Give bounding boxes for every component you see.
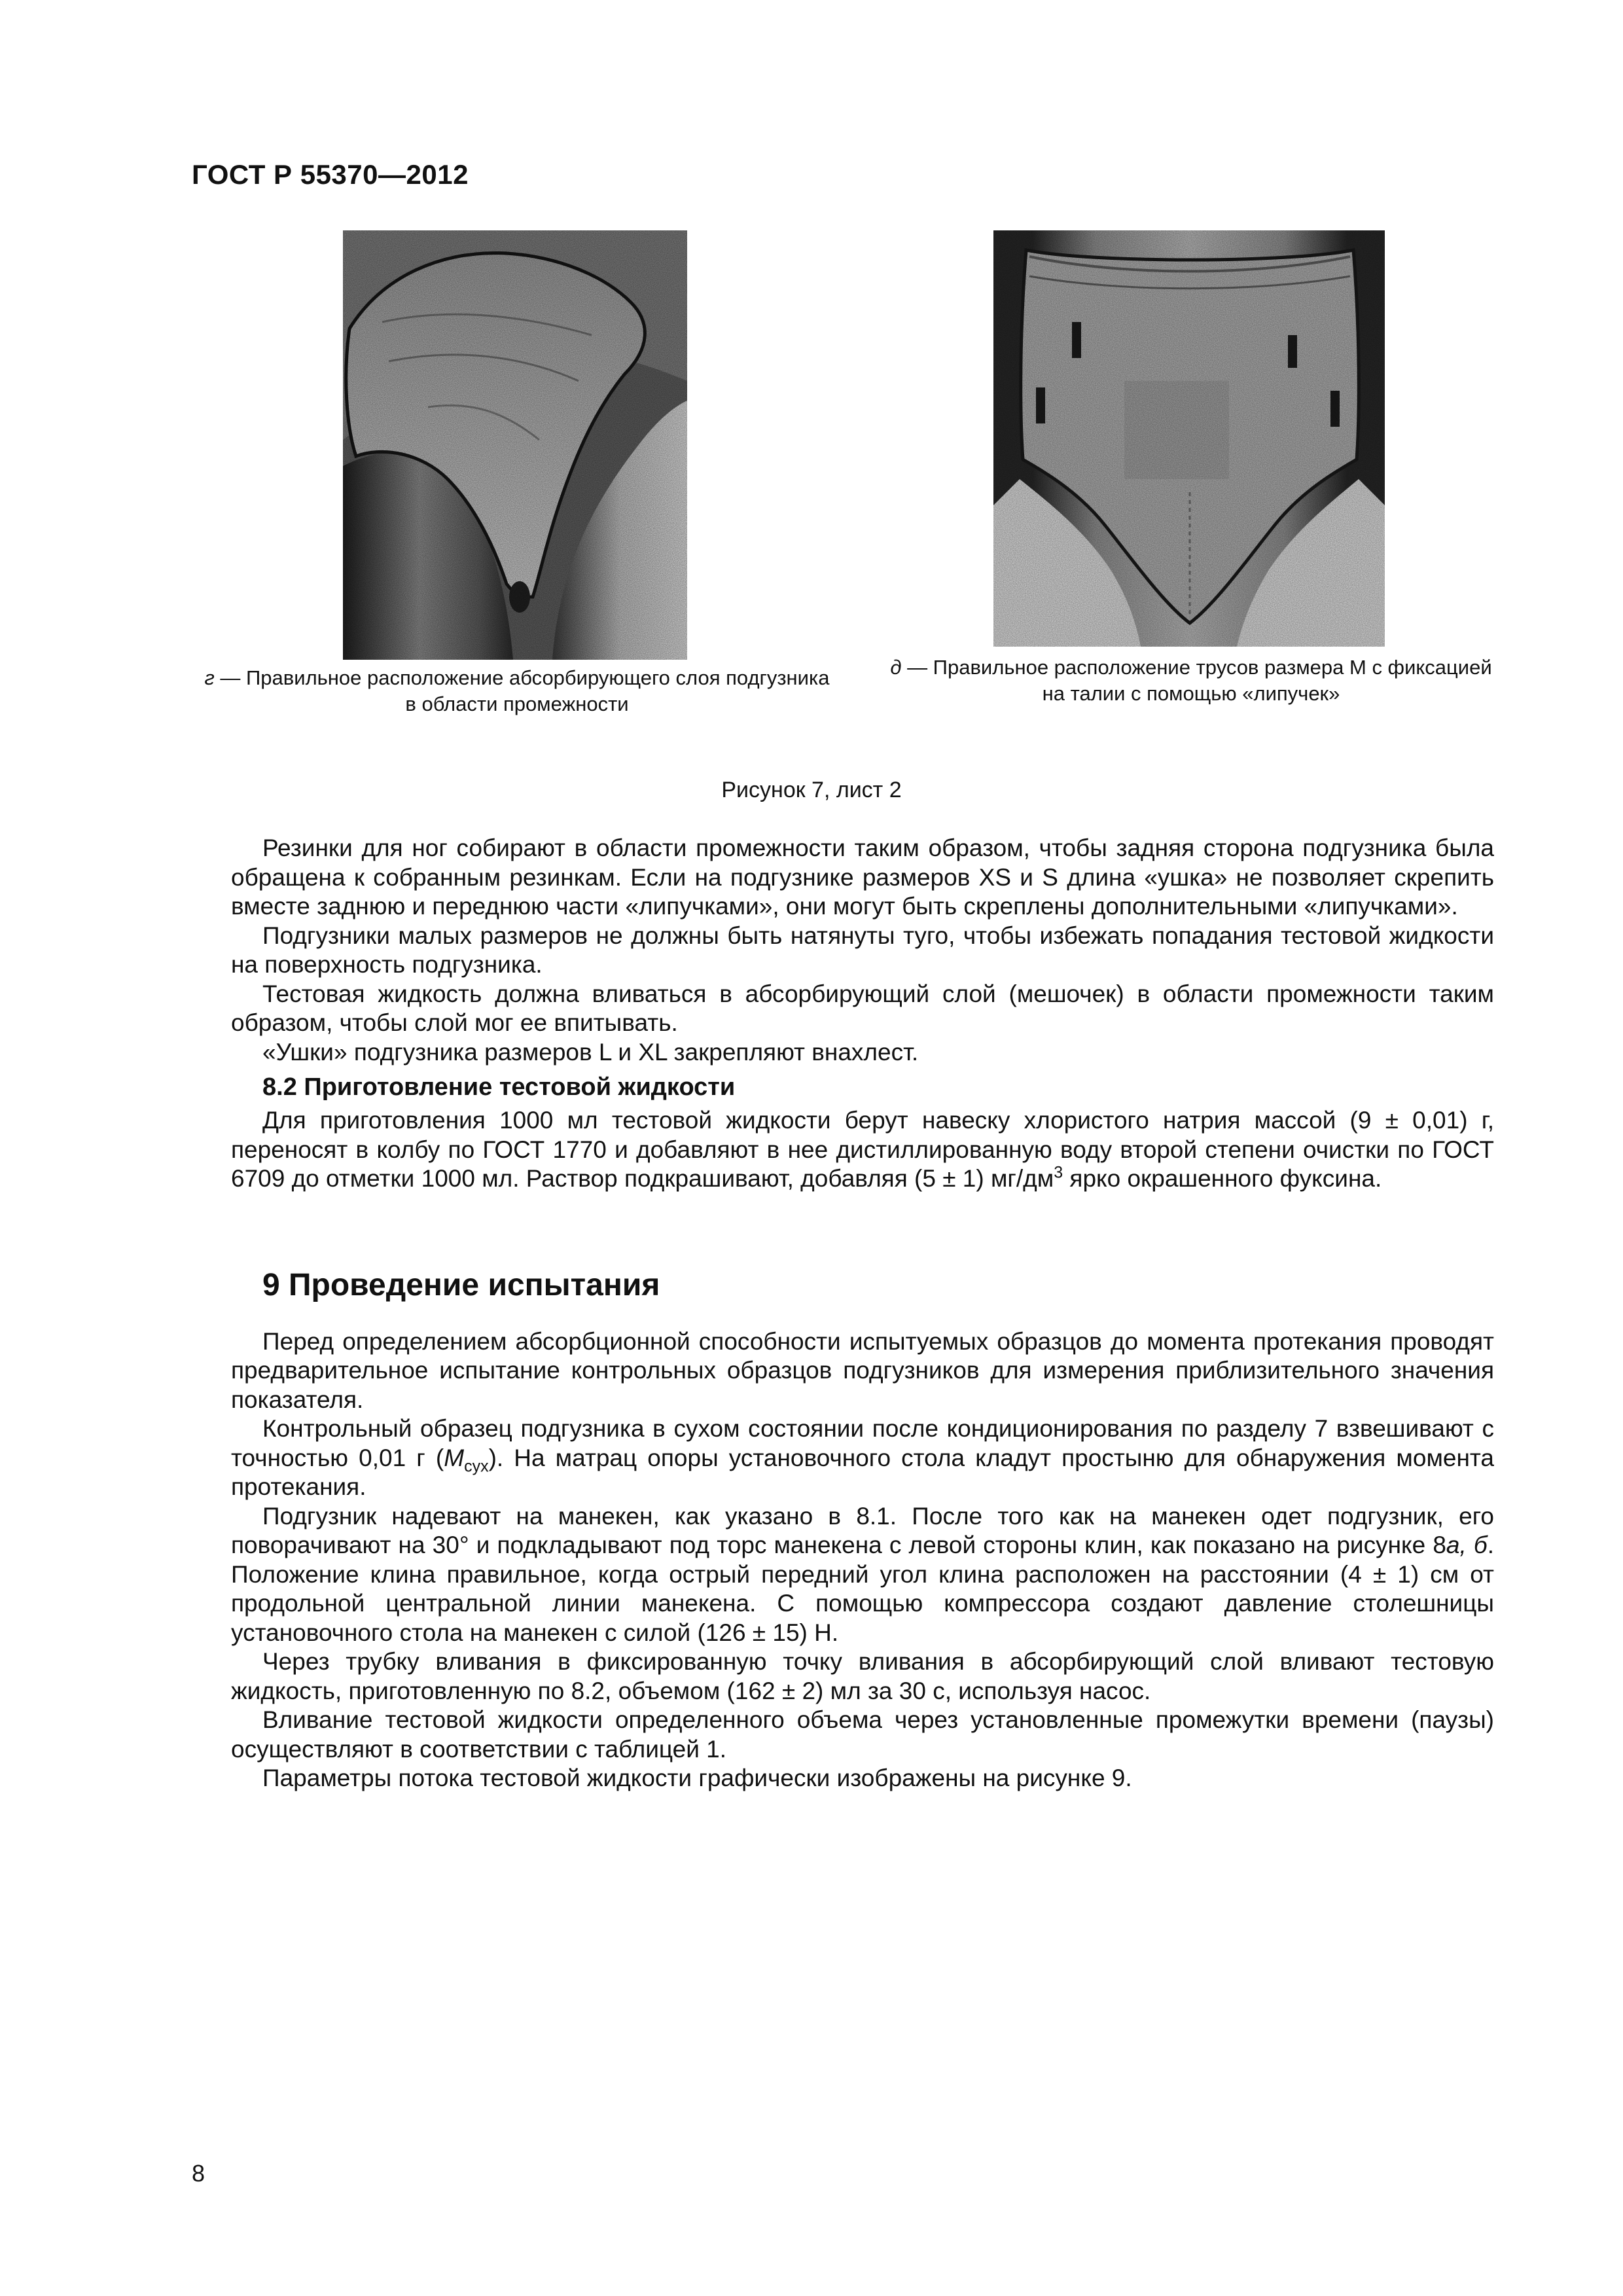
weighing-text-end: ). На матрац опоры установочного стола кладут простыню для обнаружения момента протекания.: [231, 1444, 1494, 1500]
paragraph-mannequin-setup: [231, 1502, 1494, 1648]
paragraph-leg-elastics: Резинки для ног собирают в области промежности таким образом, чтобы задняя сторона подгузника была обращена к собранным резинкам. Если на подгузнике размеров XS и S длина «ушка» не позволяет скрепить вместе заднюю и переднюю части «липучками», они могут быть скреплены дополнительными «липучками».: [231, 834, 1494, 920]
paragraph-pouring: Через трубку вливания в фиксированную точку вливания в абсорбирующий слой вливают тестовую жидкость, приготовленную по 8.2, объемом (162 ± 2) мл за 30 с, используя насос.: [231, 1648, 1494, 1704]
photo-diaper-crotch-view: [343, 230, 687, 660]
subsection-heading-8-2: 8.2 Приготовление тестовой жидкости: [262, 1073, 736, 1101]
prep-superscript: 3: [1054, 1163, 1063, 1182]
paragraph-pauses: Вливание тестовой жидкости определенного объема через установленные промежутки времени (паузы) осуществляют в соответствии с таблицей 1.: [231, 1706, 1494, 1763]
figure-caption-g: [196, 665, 838, 717]
mass-subscript: сух: [464, 1456, 489, 1475]
caption-text-d: — Правильное расположение трусов размера М с фиксацией на талии с помощью «липучек»: [901, 656, 1492, 705]
section-heading-9: 9 Проведение испытания: [262, 1267, 660, 1302]
figure-title: Рисунок 7, лист 2: [721, 778, 902, 802]
paragraph-flow-parameters: Параметры потока тестовой жидкости графически изображены на рисунке 9.: [262, 1765, 1132, 1791]
setup-text-end: . Положение клина правильное, когда острый передний угол клина расположен на расстоянии (4 ± 1) см от продольной центральной линии манекена. С помощью компрессора создают давление столешницы установочного стола на манекен с силой (126 ± 15) Н.: [231, 1532, 1494, 1646]
figure-reference: а, б: [1446, 1532, 1488, 1558]
weighing-text: Контрольный образец подгузника в сухом состоянии после кондиционирования по разделу 7 взвешивают с точностью 0,01 г (: [231, 1415, 1494, 1471]
paragraph-test-liquid-pouring: Тестовая жидкость должна вливаться в абсорбирующий слой (мешочек) в области промежности таким образом, чтобы слой мог ее впитывать.: [231, 980, 1494, 1036]
paragraph-liquid-preparation: [231, 1106, 1494, 1194]
paragraph-preliminary-test: Перед определением абсорбционной способности испытуемых образцов до момента протекания проводят предварительное испытание контрольных образцов подгузников для измерения приблизительного значения показателя.: [231, 1327, 1494, 1413]
prep-text: Для приготовления 1000 мл тестовой жидкости берут навеску хлористого натрия массой (9 ± 0,01) г, переносят в колбу по ГОСТ 1770 и добавляют в нее дистиллированную воду второй степени очистки по ГОСТ 6709 до отметки 1000 мл. Раствор подкрашивают, добавляя (5 ± 1) мг/дм: [231, 1107, 1494, 1192]
body-text: [231, 834, 1494, 1793]
figure-caption-d: [890, 655, 1492, 707]
mass-symbol: M: [444, 1444, 465, 1471]
setup-text: Подгузник надевают на манекен, как указано в 8.1. После того как на манекен одет подгузник, его поворачивают на 30° и подкладывают под торс манекена с левой стороны клин, как показано на рисунке 8: [231, 1502, 1494, 1558]
document-header: ГОСТ Р 55370—2012: [192, 159, 469, 190]
photo-diaper-front-view: [993, 230, 1385, 647]
page-number: 8: [192, 2160, 205, 2187]
caption-label-d: д: [890, 656, 902, 679]
caption-label-g: г: [204, 666, 215, 689]
paragraph-ears-overlap: «Ушки» подгузника размеров L и XL закрепляют внахлест.: [262, 1038, 919, 1066]
caption-text-g: — Правильное расположение абсорбирующего слоя подгузника в области промежности: [214, 666, 830, 715]
prep-text-end: ярко окрашенного фуксина.: [1063, 1165, 1382, 1192]
paragraph-small-sizes: Подгузники малых размеров не должны быть натянуты туго, чтобы избежать попадания тестовой жидкости на поверхность подгузника.: [231, 922, 1494, 978]
paragraph-weighing: [231, 1414, 1494, 1502]
